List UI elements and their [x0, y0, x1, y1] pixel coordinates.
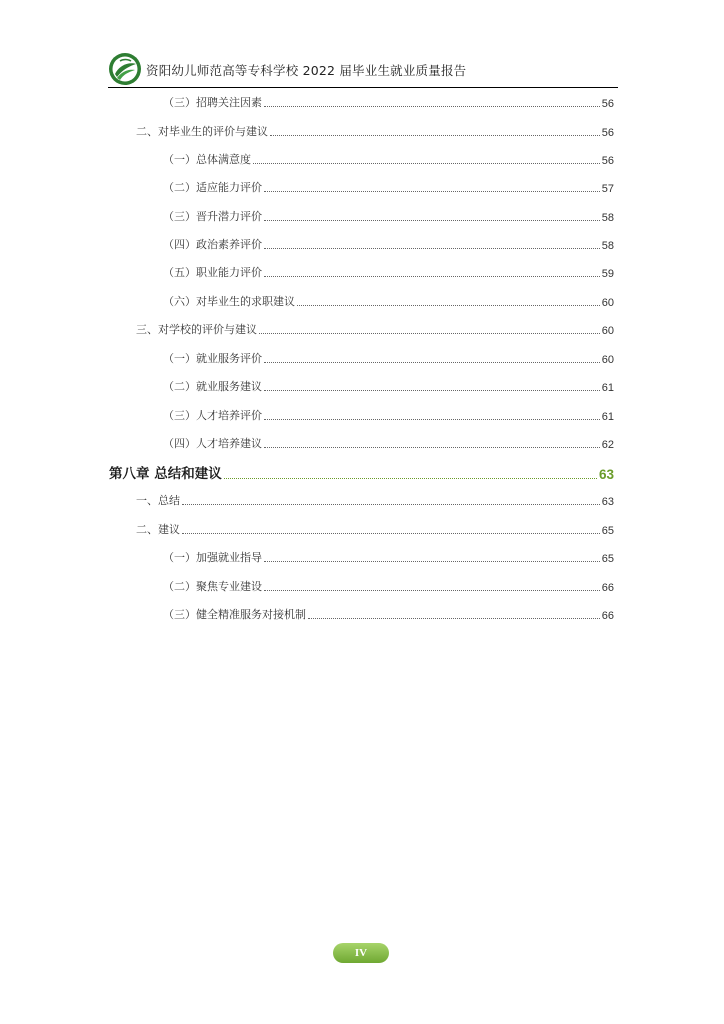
dot-leader	[253, 163, 600, 164]
toc-entry[interactable]	[163, 151, 614, 167]
toc-entry-page: 60	[601, 354, 614, 366]
toc-entry-label: （四）人才培养建议	[163, 437, 262, 450]
dot-leader	[264, 419, 600, 420]
toc-entry-page: 61	[601, 411, 614, 423]
toc-entry-page: 56	[601, 155, 614, 167]
toc-entry-page: 57	[601, 183, 614, 195]
dot-leader	[264, 447, 600, 448]
toc-entry-page: 61	[601, 382, 614, 394]
toc-entry-page: 56	[601, 98, 614, 110]
dot-leader	[224, 478, 597, 479]
toc-entry[interactable]	[163, 94, 614, 110]
toc-entry-label: （一）加强就业指导	[163, 551, 262, 564]
toc-chapter-entry[interactable]	[109, 462, 614, 482]
dot-leader	[270, 135, 600, 136]
header-divider	[108, 87, 618, 88]
toc-entry-label: （三）健全精准服务对接机制	[163, 608, 306, 621]
toc-entry[interactable]	[136, 321, 614, 337]
toc-entry-page: 59	[601, 268, 614, 280]
dot-leader	[308, 618, 600, 619]
school-logo-icon	[108, 52, 142, 86]
toc-entry-label: （四）政治素养评价	[163, 238, 262, 251]
toc-entry[interactable]	[163, 378, 614, 394]
dot-leader	[182, 504, 600, 505]
toc-entry-page: 63	[601, 496, 614, 508]
toc-entry-label: 一、总结	[136, 494, 180, 507]
toc-entry-label: （三）招聘关注因素	[163, 96, 262, 109]
toc-entry[interactable]	[163, 578, 614, 594]
dot-leader	[264, 561, 600, 562]
page-number-badge: IV	[333, 943, 389, 963]
toc-entry-page: 56	[601, 127, 614, 139]
dot-leader	[264, 106, 600, 107]
toc-chapter-label: 第八章 总结和建议	[109, 466, 222, 482]
toc-entry-label: 二、建议	[136, 523, 180, 536]
toc-entry[interactable]	[163, 236, 614, 252]
toc-entry-page: 58	[601, 212, 614, 224]
toc-entry-page: 66	[601, 610, 614, 622]
dot-leader	[297, 305, 600, 306]
toc-entry[interactable]	[163, 606, 614, 622]
toc-entry-page: 66	[601, 582, 614, 594]
toc-entry-label: （一）总体满意度	[163, 153, 251, 166]
page-header	[108, 50, 618, 88]
dot-leader	[264, 276, 600, 277]
dot-leader	[264, 248, 600, 249]
toc-entry[interactable]	[163, 350, 614, 366]
dot-leader	[259, 333, 600, 334]
dot-leader	[264, 362, 600, 363]
dot-leader	[264, 390, 600, 391]
toc-entry-label: （三）晋升潜力评价	[163, 210, 262, 223]
toc-chapter-page: 63	[598, 467, 614, 482]
toc-entry[interactable]	[136, 492, 614, 508]
toc-entry-page: 62	[601, 439, 614, 451]
toc-entry-label: （二）就业服务建议	[163, 380, 262, 393]
dot-leader	[264, 191, 600, 192]
toc-entry[interactable]	[163, 264, 614, 280]
toc-entry-page: 65	[601, 553, 614, 565]
report-title: 资阳幼儿师范高等专科学校 2022 届毕业生就业质量报告	[146, 63, 467, 78]
toc-entry-label: （三）人才培养评价	[163, 409, 262, 422]
dot-leader	[264, 220, 600, 221]
toc-entry-label: （五）职业能力评价	[163, 266, 262, 279]
toc-entry-label: （二）适应能力评价	[163, 181, 262, 194]
toc-entry[interactable]	[136, 123, 614, 139]
toc-entry-label: 三、对学校的评价与建议	[136, 323, 257, 336]
toc-entry[interactable]	[163, 293, 614, 309]
toc-entry[interactable]	[163, 407, 614, 423]
toc-entry-label: 二、对毕业生的评价与建议	[136, 125, 268, 138]
toc-entry-label: （六）对毕业生的求职建议	[163, 295, 295, 308]
dot-leader	[182, 533, 600, 534]
toc-entry[interactable]	[163, 208, 614, 224]
toc-entry[interactable]	[163, 435, 614, 451]
toc-entry-label: （一）就业服务评价	[163, 352, 262, 365]
toc-entry[interactable]	[163, 549, 614, 565]
toc-entry[interactable]	[136, 521, 614, 537]
dot-leader	[264, 590, 600, 591]
toc-entry-page: 60	[601, 325, 614, 337]
toc-entry[interactable]	[163, 179, 614, 195]
toc-entry-page: 60	[601, 297, 614, 309]
toc-entry-page: 65	[601, 525, 614, 537]
toc-entry-label: （二）聚焦专业建设	[163, 580, 262, 593]
toc-entry-page: 58	[601, 240, 614, 252]
